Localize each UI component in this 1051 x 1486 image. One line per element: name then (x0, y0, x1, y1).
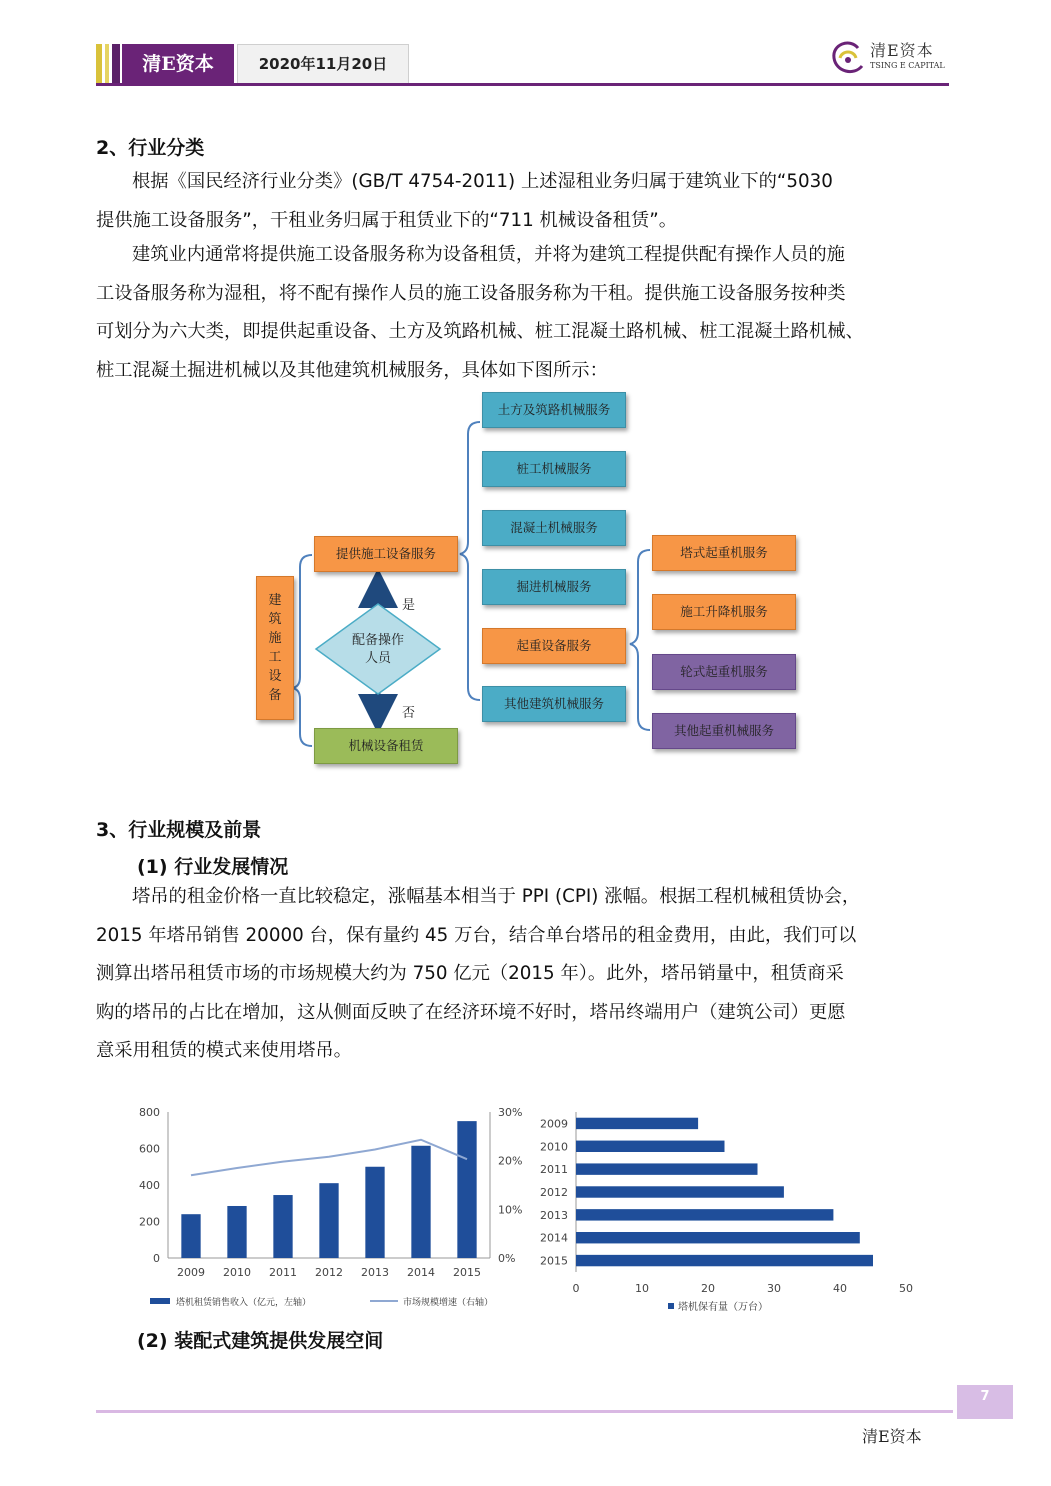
chart-rental-revenue (120, 1100, 530, 1320)
category-node: 桩工机械服务 (482, 451, 626, 487)
y-tick-label: 2013 (540, 1208, 568, 1222)
text-line: 提供施工设备服务”，干租业务归属于租赁业下的“711 机械设备租赁”。 (96, 209, 677, 231)
y2-tick-label: 20% (498, 1154, 523, 1168)
x-tick-label: 20 (701, 1282, 715, 1295)
x-tick-label: 2010 (223, 1266, 251, 1279)
logo-text-en: TSING E CAPITAL (870, 61, 945, 70)
text-line: 测算出塔吊租赁市场的市场规模大约为 750 亿元（2015 年）。此外，塔吊销量中，租赁商采 (96, 963, 844, 984)
y2-tick-label: 10% (498, 1203, 523, 1217)
y-tick-label: 2014 (540, 1231, 568, 1245)
x-tick-label: 50 (899, 1282, 913, 1295)
text-line: 根据《国民经济行业分类》(GB/T 4754-2011) 上述湿租业务归属于建筑业下的“5030 (132, 171, 833, 192)
y2-tick-label: 0% (498, 1252, 516, 1265)
x-tick-label: 2013 (361, 1266, 389, 1279)
y-tick-label: 600 (139, 1142, 160, 1156)
x-tick-label: 2012 (315, 1266, 343, 1279)
bar (576, 1232, 860, 1243)
y2-tick-label: 30% (498, 1106, 523, 1119)
bar (576, 1141, 725, 1152)
bar (576, 1118, 698, 1129)
bar (576, 1163, 758, 1174)
text-line: 建筑业内通常将提供施工设备服务称为设备租赁，并将为建筑工程提供配有操作人员的施 (132, 244, 845, 265)
paragraph (96, 236, 958, 390)
legend-label: 市场规模增速（右轴） (403, 1298, 494, 1308)
section-heading: 2、行业分类 (96, 137, 205, 159)
no-label: 否 (402, 706, 416, 721)
y-tick-label: 2009 (540, 1117, 568, 1131)
chart-tower-crane-stock (520, 1108, 920, 1320)
decision-node: 配备操作人员 (352, 633, 405, 666)
bar (576, 1186, 784, 1197)
header-rule (96, 83, 949, 86)
page-number: 7 (957, 1385, 1013, 1419)
subsection-heading: (1) 行业发展情况 (137, 856, 289, 878)
paragraph (96, 878, 958, 1071)
text-line: 可划分为六大类，即提供起重设备、土方及筑路机械、桩工混凝土路机械、桩工混凝土路机械、 (96, 321, 864, 342)
text-line: 购的塔吊的占比在增加，这从侧面反映了在经济环境不好时，塔吊终端用户（建筑公司）更愿 (96, 1001, 846, 1023)
header-accent-bar (105, 44, 109, 86)
text-line: 工设备服务称为湿租，将不配有操作人员的施工设备服务称为干租。提供施工设备服务按种类 (96, 282, 846, 304)
bar (319, 1183, 338, 1258)
bar (181, 1214, 200, 1258)
lifting-type-node: 施工升降机服务 (652, 594, 796, 630)
logo-swirl-icon (828, 36, 868, 80)
category-node: 土方及筑路机械服务 (482, 392, 626, 428)
paragraph (96, 163, 958, 240)
yes-label: 是 (402, 598, 416, 613)
category-node-lifting: 起重设备服务 (482, 628, 626, 664)
text-line: 塔吊的租金价格一直比较稳定，涨幅基本相当于 PPI (CPI) 涨幅。根据工程机械租赁协会， (132, 886, 861, 907)
y-tick-label: 0 (153, 1252, 160, 1265)
legend-swatch (668, 1303, 674, 1309)
category-node: 混凝土机械服务 (482, 510, 626, 546)
lifting-type-node: 其他起重机械服务 (652, 713, 796, 749)
chart-rental-revenue-svg (120, 1100, 530, 1320)
y-tick-label: 800 (139, 1106, 160, 1119)
legend-swatch (150, 1298, 170, 1304)
lifting-type-node: 轮式起重机服务 (652, 654, 796, 690)
footer-brand: 清E资本 (862, 1427, 922, 1446)
bar (576, 1255, 873, 1266)
x-tick-label: 0 (572, 1282, 580, 1295)
bar (411, 1146, 430, 1258)
header-accent-bar (96, 44, 102, 86)
section-heading: 3、行业规模及前景 (96, 819, 262, 841)
category-node: 掘进机械服务 (482, 569, 626, 605)
x-tick-label: 10 (635, 1282, 649, 1295)
legend-label: 塔机租赁销售收入（亿元，左轴） (176, 1298, 312, 1308)
text-line: 2015 年塔吊销售 20000 台，保有量约 45 万台，结合单台塔吊的租金费用，由此，我们可以 (96, 924, 857, 946)
provide-service-node: 提供施工设备服务 (314, 536, 458, 572)
subsection-heading: (2) 装配式建筑提供发展空间 (137, 1330, 384, 1352)
footer-rule (96, 1410, 953, 1413)
x-tick-label: 2009 (177, 1266, 205, 1279)
y-tick-label: 2010 (540, 1140, 568, 1154)
bar (365, 1167, 384, 1258)
y-tick-label: 2011 (540, 1163, 568, 1177)
bar (576, 1209, 833, 1220)
bar (457, 1121, 476, 1258)
x-tick-label: 30 (767, 1282, 781, 1295)
x-tick-label: 2014 (407, 1266, 435, 1279)
logo-text-cn: 清E资本 (870, 41, 934, 60)
x-tick-label: 2015 (453, 1266, 481, 1279)
root-node: 建筑施工设备 (256, 576, 294, 720)
y-tick-label: 2012 (540, 1186, 568, 1199)
equipment-classification-diagram (250, 392, 810, 772)
category-node: 其他建筑机械服务 (482, 686, 626, 722)
y-tick-label: 2015 (540, 1254, 568, 1268)
company-logo (828, 36, 958, 80)
header-brand: 清E资本 (122, 44, 234, 84)
bar (273, 1195, 292, 1258)
legend-label: 塔机保有量（万台） (678, 1302, 768, 1313)
bar (227, 1206, 246, 1258)
header-date: 2020年11月20日 (237, 44, 409, 84)
text-line: 桩工混凝土掘进机械以及其他建筑机械服务，具体如下图所示： (96, 359, 608, 381)
header-accent-bar (112, 44, 120, 86)
equipment-rental-node: 机械设备租赁 (314, 728, 458, 764)
y-tick-label: 200 (139, 1215, 160, 1229)
y-tick-label: 400 (139, 1179, 160, 1192)
lifting-type-node: 塔式起重机服务 (652, 535, 796, 571)
x-tick-label: 40 (833, 1282, 847, 1295)
x-tick-label: 2011 (269, 1266, 297, 1279)
text-line: 意采用租赁的模式来使用塔吊。 (96, 1040, 352, 1061)
chart-tower-crane-stock-svg (520, 1108, 920, 1320)
